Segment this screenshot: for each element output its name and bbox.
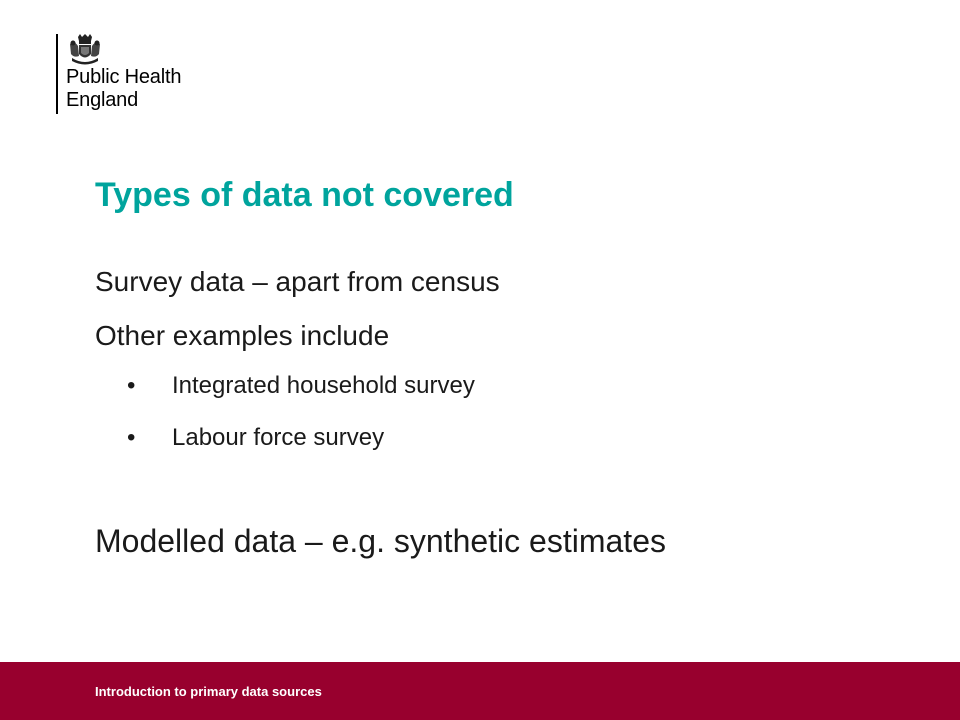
footer-text: Introduction to primary data sources [95, 684, 322, 699]
body-line-survey-data: Survey data – apart from census [95, 266, 500, 297]
logo-divider [56, 34, 58, 114]
body-line-modelled-data: Modelled data – e.g. synthetic estimates [95, 523, 666, 559]
slide-title: Types of data not covered [95, 176, 514, 214]
royal-crest-icon [68, 34, 102, 66]
logo-line-1: Public Health [66, 66, 182, 88]
body-line-other-examples: Other examples include [95, 320, 390, 351]
bullet-text: Labour force survey [172, 424, 385, 451]
footer-band [0, 662, 960, 720]
bullet-marker: • [127, 424, 136, 451]
phe-logo [56, 34, 276, 116]
logo-wordmark [66, 66, 181, 112]
logo-line-2: England [66, 89, 138, 111]
bullet-marker: • [127, 372, 136, 399]
bullet-text: Integrated household survey [172, 372, 475, 399]
